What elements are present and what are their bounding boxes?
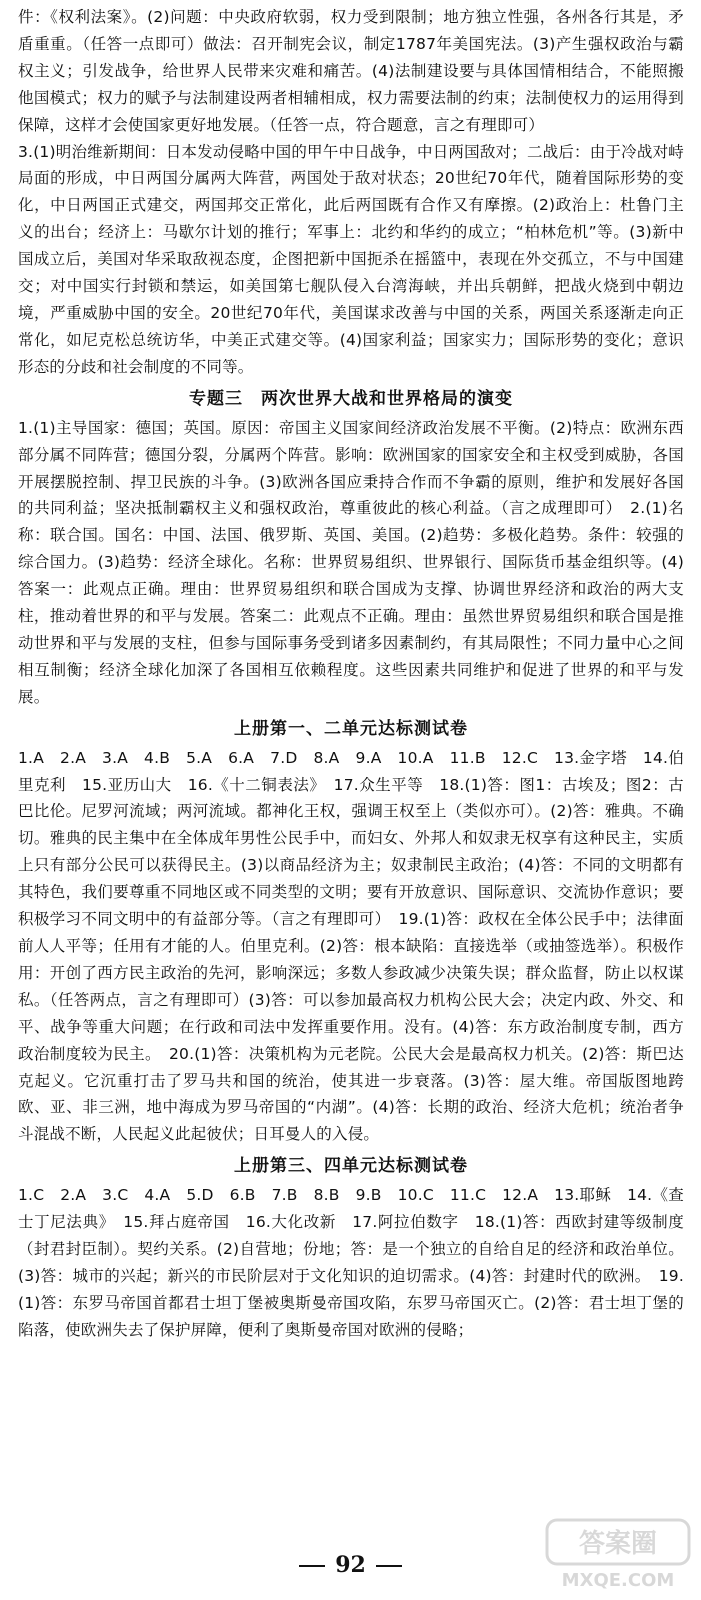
watermark-logo [543, 1514, 693, 1594]
paragraph-question-3: 3.(1)明治维新期间：日本发动侵略中国的甲午中日战争，中日两国敌对；二战后：由于冷战对峙局面的形成，中日两国分属两大阵营，两国处于敌对状态；20世纪70年代，随着国际形势的变化，中日两国正式建交，两国邦交正常化，此后两国既有合作又有摩擦。(2)政治上：杜鲁门主义的出台；经济上：马歇尔计划的推行；军事上：北约和华约的成立；“柏林危机”等。(3)新中国成立后，美国对华采取敌视态度，企图把新中国扼杀在摇篮中，表现在外交孤立，不与中国建交；对中国实行封锁和禁运，如美国第七舰队侵入台湾海峡，并出兵朝鲜，把战火烧到中朝边境，严重威胁中国的安全。20世纪70年代，美国谋求改善与中国的关系，两国关系逐渐走向正常化，如尼克松总统访华，中美正式建交等。(4)国家利益；国家实力；国际形势的变化；意识形态的分歧和社会制度的不同等。 [18, 142, 684, 376]
section-heading-unit-1-2: 上册第一、二单元达标测试卷 [234, 718, 468, 739]
section-paragraph: 1.C 2.A 3.C 4.A 5.D 6.B 7.B 8.B 9.B 10.C 11.C 12.A 13.耶稣 14.《查士丁尼法典》 15.拜占庭帝国 16.大化改新 17.阿拉伯数字 18.(1)答：西欧封建等级制度（封君封臣制）。契约关系。(2)自营地；份地；答：是一个独立的自给自足的经济和政治单位。(3)答：城市的兴起；新兴的市民阶层对于文化知识的迫切需求。(4)答：封建时代的欧洲。 19.(1)答：东罗马帝国首都君士坦丁堡被奥斯曼帝国攻陷，东罗马帝国灭亡。(2)答：君士坦丁堡的陷落，使欧洲失去了保护屏障，便利了奥斯曼帝国对欧洲的侵略； [18, 1186, 684, 1339]
section-paragraph: 1.(1)主导国家：德国；英国。原因：帝国主义国家间经济政治发展不平衡。(2)特点：欧洲东西部分属不同阵营；德国分裂，分属两个阵营。影响：欧洲国家的国家安全和主权受到威胁，各国开展摆脱控制、捍卫民族的斗争。(3)欧洲各国应秉持合作而不争霸的原则，维护和发展好各国的共同利益；坚决抵制霸权主义和强权政治，尊重彼此的核心利益。（言之成理即可） 2.(1)名称：联合国。国名：中国、法国、俄罗斯、英国、美国。(2)趋势：多极化趋势。条件：较强的综合国力。(3)趋势：经济全球化。名称：世界贸易组织、世界银行、国际货币基金组织等。(4)答案一：此观点正确。理由：世界贸易组织和联合国成为支撑、协调世界经济和政治的两大支柱，推动着世界的和平与发展。答案二：此观点不正确。理由：虽然世界贸易组织和联合国是推动世界和平与发展的支柱，但参与国际事务受到诸多因素制约，有其局限性；不同力量中心之间相互制衡；经济全球化加深了各国相互依赖程度。这些因素共同维护和促进了世界的和平与发展。 [18, 418, 684, 706]
section-heading-topic-3: 专题三 两次世界大战和世界格局的演变 [189, 388, 513, 409]
section-heading-unit-3-4: 上册第三、四单元达标测试卷 [234, 1156, 468, 1177]
svg-text:MXQE.COM: MXQE.COM [561, 1570, 675, 1591]
section-paragraph: 1.A 2.A 3.A 4.B 5.A 6.A 7.D 8.A 9.A 10.A 11.B 12.C 13.金字塔 14.伯里克利 15.亚历山大 16.《十二铜表法》 17.众生平等 18.(1)答：图1：古埃及；图2：古巴比伦。尼罗河流域；两河流域。都神化王权，强调王权至上（类似亦可）。(2)答：雅典。不确切。雅典的民主集中在全体成年男性公民手中，而妇女、外邦人和奴隶无权享有这种民主，实质上只有部分公民可以获得民主。(3)以商品经济为主；奴隶制民主政治；(4)答：不同的文明都有其特色，我们要尊重不同地区或不同类型的文明；要有开放意识、国际意识、交流协作意识；要积极学习不同文明中的有益部分等。（言之有理即可） 19.(1)答：政权在全体公民手中；法律面前人人平等；任用有才能的人。伯里克利。(2)答：根本缺陷：直接选举（或抽签选举）。积极作用：开创了西方民主政治的先河，影响深远；多数人参政减少决策失误；群众监督，防止以权谋私。（任答两点，言之有理即可）(3)答：可以参加最高权力机构公民大会；决定内政、外交、和平、战争等重大问题；在行政和司法中发挥重要作用。没有。(4)答：东方政治制度专制，西方政治制度较为民主。 20.(1)答：决策机构为元老院。公民大会是最高权力机关。(2)答：斯巴达克起义。它沉重打击了罗马共和国的统治，使其进一步衰落。(3)答：屋大维。帝国版图地跨欧、亚、非三洲，地中海成为罗马帝国的“内湖”。(4)答：长期的政治、经济大危机；统治者争斗混战不断，人民起义此起彼伏；日耳曼人的入侵。 [18, 748, 684, 1144]
answer-page [18, 4, 684, 1344]
svg-text:答案圈: 答案圈 [578, 1529, 658, 1559]
paragraph-continued: 件：《权利法案》。(2)问题：中央政府软弱，权力受到限制；地方独立性强，各州各行其是，矛盾重重。（任答一点即可）做法：召开制宪会议，制定1787年美国宪法。(3)产生强权政治与霸权主义；引发战争，给世界人民带来灾难和痛苦。(4)法制建设要与具体国情相结合，不能照搬他国模式；权力的赋予与法制建设两者相辅相成，权力需要法制的约束；法制使权力的运用得到保障，这样才会使国家更好地发展。（任答一点，符合题意，言之有理即可） [18, 8, 684, 134]
page-number: 92 [0, 1552, 701, 1578]
